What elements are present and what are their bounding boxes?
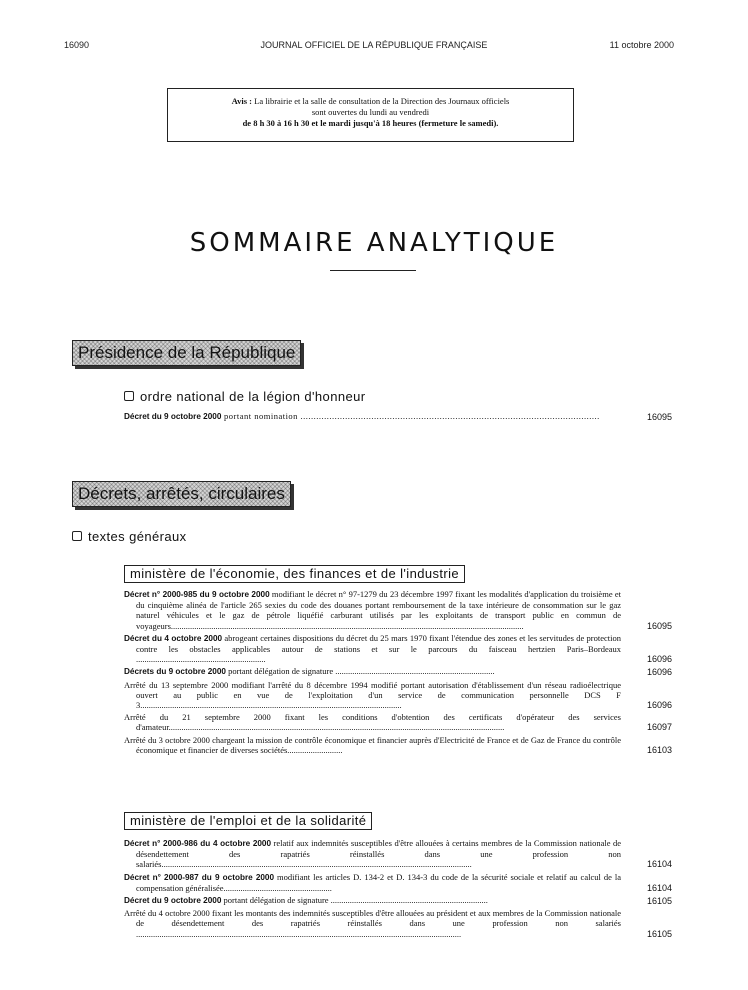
subheading-legion-honneur — [124, 389, 365, 404]
entry-lead: Arrêté du 3 octobre 2000 — [124, 734, 210, 745]
entry-lead: Décret du 9 octobre 2000 — [124, 412, 222, 421]
notice-line-2: sont ouvertes du lundi au vendredi — [311, 107, 430, 117]
journal-title: JOURNAL OFFICIEL DE LA RÉPUBLIQUE FRANÇAISE — [260, 40, 488, 50]
entry-page: 16095 — [646, 620, 672, 631]
entry-text: abrogeant certaines dispositions du décret du 25 mars 1970 fixant l'étendue des zones et les servitudes de protection contre les obstacles applicables autour de stations et sur le parcours du faisceau hertzien Paris–Bordeaux ............................................................. — [136, 632, 621, 665]
entry-page: 16097 — [646, 722, 672, 733]
entry-text: portant nomination .................................................................................................................. — [221, 411, 600, 421]
entry-lead: Arrêté du 4 octobre 2000 — [124, 908, 210, 919]
toc-entry[interactable] — [124, 908, 672, 939]
entry-text: relatif aux indemnités susceptibles d'être allouées à certains membres de la Commission nationale de désendettement des rapatriés réinstallés dans une profession non salariés.................................................................................................................................................. — [136, 838, 621, 870]
entry-text: fixant les montants des indemnités susceptibles d'être allouées au président et aux membres de la Commission nationale de désendettement des rapatriés réinstallés dans une profession non salariés ......................................................................................................................................................... — [136, 908, 621, 939]
notice-line-3: de 8 h 30 à 16 h 30 et le mardi jusqu'à 18 heures (fermeture le samedi). — [242, 118, 499, 128]
entry-page: 16103 — [646, 744, 672, 755]
subheading-textes-generaux — [72, 529, 187, 544]
ministry-economie: ministère de l'économie, des finances et de l'industrie — [124, 565, 465, 583]
entries-emploi — [124, 838, 672, 941]
entry-lead: Décret n° 2000-985 du 9 octobre 2000 — [124, 590, 270, 599]
entry-lead: Décret n° 2000-986 du 4 octobre 2000 — [124, 839, 272, 848]
entry-text: portant délégation de signature .......................................................................... — [221, 895, 488, 906]
toc-entry[interactable] — [124, 838, 672, 870]
toc-entry[interactable] — [124, 411, 672, 422]
entry-lead: Décret du 4 octobre 2000 — [124, 633, 223, 643]
entry-lead: Décrets du 9 octobre 2000 — [124, 667, 226, 677]
notice-line-1: La librairie et la salle de consultation de la Direction des Journaux officiels — [254, 96, 510, 106]
entry-page: 16096 — [646, 700, 672, 711]
entry-page: 16105 — [646, 928, 672, 939]
entry-text: modifiant le décret n° 97-1279 du 23 décembre 1997 fixant les modalités d'application du troisième et du cinquième alinéa de l'article 265 sexies du code des douanes portant remboursement de la taxe intérieure de consommation sur le gaz naturel véhicules et le gaz de pétrole liquéfié carburant utilisés par les exploitants de transport public en commun de voyageurs...................................................................................................................................................................... — [136, 589, 621, 631]
opening-hours-notice — [167, 88, 574, 142]
ministry-emploi: ministère de l'emploi et de la solidarité — [124, 812, 372, 830]
subheading-label: textes généraux — [88, 529, 187, 544]
entry-text: portant délégation de signature ........................................................................... — [225, 666, 495, 677]
entry-text: chargeant la mission de contrôle économique et financier auprès d'Electricité de France et de Gaz de France du contrôle économique et financier de diverses sociétés.......................... — [136, 734, 621, 755]
page-title: SOMMAIRE ANALYTIQUE — [189, 228, 559, 258]
entry-page: 16095 — [646, 412, 672, 422]
entry-text: modifiant les articles D. 134-2 et D. 134-3 du code de la sécurité sociale et relatif au calcul de la compensation généralisée................................................... — [136, 871, 621, 893]
toc-entry[interactable] — [124, 633, 672, 665]
toc-entry[interactable] — [124, 666, 672, 677]
entry-lead: Arrêté du 21 septembre 2000 — [124, 712, 271, 723]
entries-economie — [124, 589, 672, 757]
checkbox-icon — [124, 391, 134, 401]
notice-label: Avis : — [231, 96, 253, 106]
entries-presidence — [124, 411, 672, 424]
toc-entry[interactable] — [124, 589, 672, 631]
toc-entry[interactable] — [124, 872, 672, 893]
entry-lead: Décret du 9 octobre 2000 — [124, 896, 222, 906]
section-banner-presidence: Présidence de la République — [72, 340, 301, 366]
entry-page: 16096 — [646, 667, 672, 678]
subheading-label: ordre national de la légion d'honneur — [140, 389, 366, 404]
entry-page: 16105 — [646, 896, 672, 907]
entry-text: fixant les conditions d'obtention des certificats d'opérateur des services d'amateur.............................................................................................................................................................. — [136, 712, 621, 733]
entry-page: 16104 — [646, 882, 672, 893]
section-banner-decrets: Décrets, arrêtés, circulaires — [72, 481, 291, 507]
title-rule — [330, 270, 416, 271]
toc-entry[interactable] — [124, 712, 672, 732]
entry-page: 16096 — [646, 654, 672, 665]
toc-entry[interactable] — [124, 895, 672, 906]
entry-page: 16104 — [646, 859, 672, 870]
entry-lead: Arrêté du 13 septembre 2000 — [124, 679, 229, 690]
entry-text: modifiant l'arrêté du 8 décembre 1994 modifié portant autorisation d'établissement d'un réseau radioélectrique ouvert au public en vue de l'exploitation d'un service de communication personnelle DCS F 3........................................................................................................................... — [136, 679, 621, 711]
toc-entry[interactable] — [124, 680, 672, 711]
toc-entry[interactable] — [124, 735, 672, 755]
checkbox-icon — [72, 531, 82, 541]
issue-date: 11 octobre 2000 — [609, 40, 674, 50]
page-number: 16090 — [64, 40, 90, 50]
entry-lead: Décret n° 2000-987 du 9 octobre 2000 — [124, 872, 275, 882]
